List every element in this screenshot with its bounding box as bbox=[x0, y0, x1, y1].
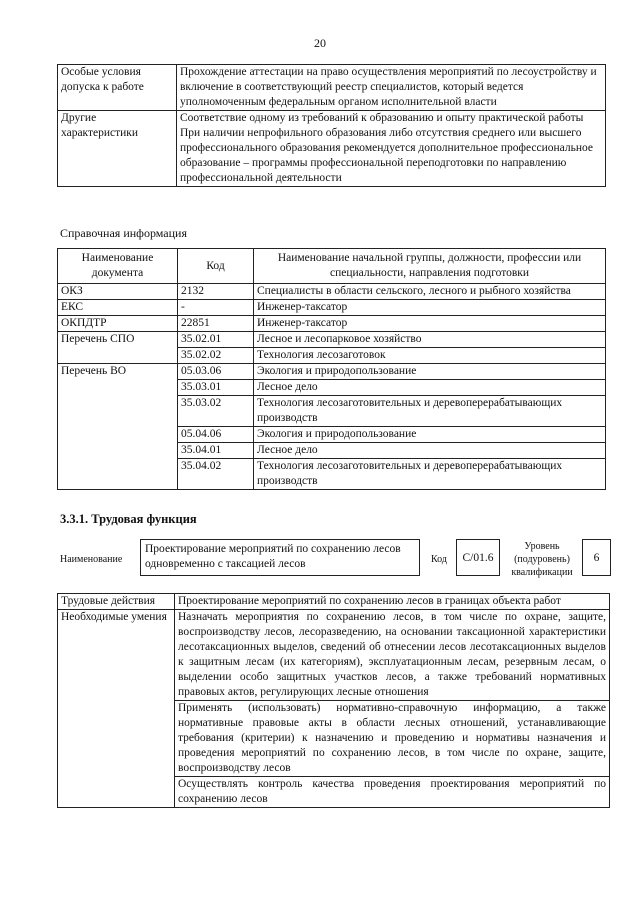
code-cell: 35.02.02 bbox=[178, 348, 254, 364]
name-cell: Специалисты в области сельского, лесного и рыбного хозяйства bbox=[254, 284, 606, 300]
header-row bbox=[58, 249, 606, 284]
code-cell: - bbox=[178, 300, 254, 316]
table-row bbox=[58, 594, 610, 610]
code-cell: 05.03.06 bbox=[178, 364, 254, 380]
name-cell: Технология лесозаготовок bbox=[254, 348, 606, 364]
code-cell: 35.04.02 bbox=[178, 459, 254, 490]
table-row bbox=[58, 316, 606, 332]
name-cell: Инженер-таксатор bbox=[254, 300, 606, 316]
doc-cell: ЕКС bbox=[58, 300, 178, 316]
name-cell: Экология и природопользование bbox=[254, 364, 606, 380]
name-cell: Лесное и лесопарковое хозяйство bbox=[254, 332, 606, 348]
row-label: Особые условия допуска к работе bbox=[58, 65, 177, 111]
name-cell: Лесное дело bbox=[254, 443, 606, 459]
row-value: Применять (использовать) нормативно-справочную информацию, а также нормативные правовые акты в области лесных отношений, устанавливающие требования (критерии) к назначению и проведению и нормативы назначения и проведения мероприятий по сохранению лесов, в том числе по охране, защите, воспроизводству лесов bbox=[175, 701, 610, 777]
column-header: Наименование начальной группы, должности, профессии или специальности, направления подготовки bbox=[254, 249, 606, 284]
code-cell: 35.03.02 bbox=[178, 396, 254, 427]
function-table bbox=[57, 593, 610, 808]
name-cell: Экология и природопользование bbox=[254, 427, 606, 443]
column-header: Код bbox=[178, 249, 254, 284]
table-row bbox=[58, 284, 606, 300]
code-cell: 35.02.01 bbox=[178, 332, 254, 348]
level-value: 6 bbox=[582, 539, 611, 576]
code-cell: 2132 bbox=[178, 284, 254, 300]
conditions-table bbox=[57, 64, 606, 187]
doc-cell: ОКЗ bbox=[58, 284, 178, 300]
name-cell: Инженер-таксатор bbox=[254, 316, 606, 332]
row-value: При наличии непрофильного образования либо отсутствия среднего или высшего профессионального образования рекомендуется дополнительное профессиональное образование – программы профессиональной переподготовки по направлению профессиональной деятельности bbox=[177, 126, 606, 187]
code-label: Код bbox=[431, 554, 447, 565]
function-name: Проектирование мероприятий по сохранению лесов одновременно с таксацией лесов bbox=[140, 539, 420, 576]
function-heading: 3.3.1. Трудовая функция bbox=[60, 512, 197, 526]
row-label: Трудовые действия bbox=[58, 594, 175, 610]
table-row bbox=[58, 364, 606, 380]
row-value: Проектирование мероприятий по сохранению лесов в границах объекта работ bbox=[175, 594, 610, 610]
code-cell: 35.03.01 bbox=[178, 380, 254, 396]
reference-title: Справочная информация bbox=[60, 226, 187, 240]
row-label: Другие характеристики bbox=[58, 111, 177, 187]
code-cell: 05.04.06 bbox=[178, 427, 254, 443]
row-value: Осуществлять контроль качества проведения проектирования мероприятий по сохранению лесов bbox=[175, 777, 610, 808]
name-cell: Технология лесозаготовительных и деревоперерабатывающих производств bbox=[254, 396, 606, 427]
name-label: Наименование bbox=[60, 554, 123, 565]
table-row bbox=[58, 610, 610, 701]
page-number: 20 bbox=[314, 36, 326, 50]
reference-table bbox=[57, 248, 606, 490]
doc-cell: Перечень СПО bbox=[58, 332, 178, 364]
row-value: Прохождение аттестации на право осуществления мероприятий по лесоустройству и включение в соответствующий реестр специалистов, который ведется уполномоченным федеральным органом исполнительной власти bbox=[177, 65, 606, 111]
name-cell: Лесное дело bbox=[254, 380, 606, 396]
function-code: C/01.6 bbox=[456, 539, 500, 576]
name-cell: Технология лесозаготовительных и деревоперерабатывающих производств bbox=[254, 459, 606, 490]
column-header: Наименование документа bbox=[58, 249, 178, 284]
doc-cell: Перечень ВО bbox=[58, 364, 178, 490]
table-row bbox=[58, 111, 606, 127]
table-row bbox=[58, 332, 606, 348]
level-label: Уровень (подуровень) квалификации bbox=[511, 541, 573, 578]
row-value: Назначать мероприятия по сохранению лесов, в том числе по охране, защите, воспроизводству лесов, лесоразведению, на основании таксационной характеристики лесотаксационных выделов, сведений об отнесении лесов лесотаксационных выделов к защитным лесам (их категориям), эксплуатационным лесам, резервным лесам, о выделении особо защитных участков лесов, а также требований нормативных правовых актов, регулирующих лесные отношения bbox=[175, 610, 610, 701]
table-row bbox=[58, 300, 606, 316]
row-label: Необходимые умения bbox=[58, 610, 175, 808]
doc-cell: ОКПДТР bbox=[58, 316, 178, 332]
code-cell: 22851 bbox=[178, 316, 254, 332]
row-value: Соответствие одному из требований к образованию и опыту практической работы bbox=[177, 111, 606, 127]
table-row bbox=[58, 65, 606, 111]
code-cell: 35.04.01 bbox=[178, 443, 254, 459]
